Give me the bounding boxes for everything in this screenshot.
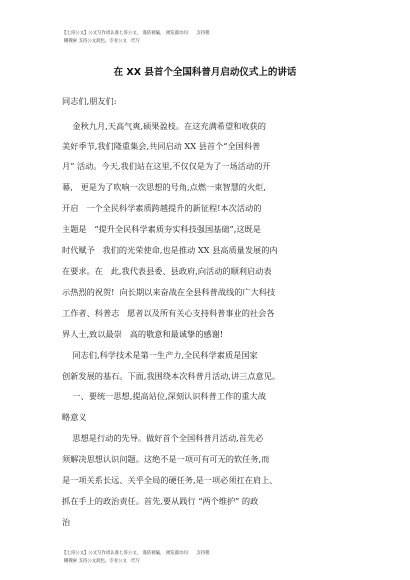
body-line: 治: [62, 517, 71, 527]
bottom-banner-line-2: 糊搜索 支持公文润色、专业公文 代写: [64, 559, 140, 564]
document-title: 在 XX 县首个全国科普月启动仪式上的讲话: [113, 67, 297, 78]
body-line: 同志们,朋友们:: [62, 96, 117, 106]
body-line: 主题是 “提升全民科学素质夯实科技强国基础”,这既是: [62, 224, 261, 234]
bottom-watermark-banner: [0, 548, 410, 568]
body-line: 幕, 更是为了吹响一次思想的号角,点燃一束智慧的火炬,: [62, 182, 266, 192]
top-banner-line-1: 【七哥公文】公文写作请认准七哥公文， 谨防被骗， 浏览器访问： 支持模: [62, 31, 210, 36]
body-line: 同志们,科学技术是第一生产力,全民科学素质是国家: [62, 350, 258, 360]
top-watermark-banner: [0, 28, 410, 48]
body-line: 月” 活动。今天,我们站在这里,不仅仅是为了一场活动的开: [62, 161, 271, 171]
section-heading-1: 一、要统一思想,提高站位,深刻认识科普工作的重大战: [62, 391, 266, 401]
body-line: 美好季节,我们隆重集会,共同启动 XX 县首个“全国科普: [62, 141, 261, 151]
body-line: 须解决思想认识问题。这绝不是一项可有可无的软任务,而: [62, 454, 270, 464]
body-line: 在要求。在 此,我代表县委、县政府,向活动的顺利启动表: [62, 266, 272, 276]
section-heading-1-cont: 略意义: [62, 412, 87, 422]
body-line: 开启 一个全民科学素质跨越提升的新征程!本次活动的: [62, 203, 262, 213]
body-line: 思想是行动的先导。做好首个全国科普月活动,首先必: [62, 433, 264, 443]
body-line: 示热烈的祝贺! 向长期以来奋战在全县科普战线的广大科技: [62, 287, 276, 297]
bottom-banner-line-1: 【七哥公文】公文写作请认准七哥公文， 谨防被骗， 浏览器访问： 支持模: [62, 551, 210, 556]
body-line: 工作者、科普志 愿者以及所有关心支持科普事业的社会各: [62, 308, 275, 318]
body-line: 是一项关系长远、关乎全局的硬任务,是一项必须扛在肩上、: [62, 475, 278, 485]
body-line: 创新发展的基石。下面,我围绕本次科普月活动,讲三点意见。: [62, 371, 281, 381]
body-line: 时代赋予 我们的光荣使命,也是推动 XX 县高质量发展的内: [62, 245, 278, 255]
body-line: 金秋九月,天高气爽,硕果盈枝。在这充满希望和收获的: [62, 121, 266, 131]
body-line: 界人士,致以最崇 高的敬意和最诚挚的感谢!: [62, 329, 224, 339]
top-banner-line-2: 糊搜索 支持公文润色、专业公文 代写: [64, 39, 140, 44]
body-line: 抓在手上的政治责任。首先,要从践行 “两个维护” 的政: [62, 496, 259, 506]
